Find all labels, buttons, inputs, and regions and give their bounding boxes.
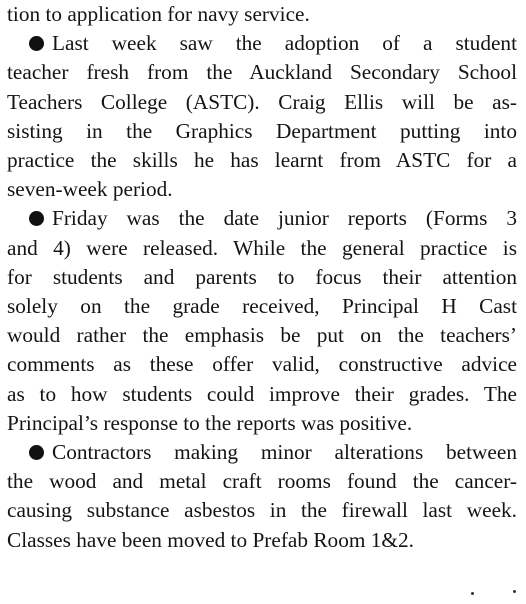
paragraph-student-teacher	[7, 29, 517, 204]
text-line: tion to application for navy service.	[7, 2, 310, 26]
text-line: the wood and metal craft rooms found the cancer-	[7, 469, 517, 494]
text-line: Principal’s response to the reports was positive.	[7, 410, 413, 435]
text-line: for students and parents to focus their attention	[7, 264, 517, 289]
paragraph-continuation	[7, 0, 517, 29]
text-line-first	[7, 29, 517, 58]
text-line: causing substance asbestos in the firewall last week.	[7, 498, 517, 523]
print-speck	[471, 592, 474, 595]
bullet-icon	[29, 36, 44, 51]
text-line: sisting in the Graphics Department putting into	[7, 118, 517, 143]
text-line: comments as these offer valid, constructive advice	[7, 352, 517, 377]
text-line-content: Last week saw the adoption of a student	[52, 31, 517, 56]
text-line: as to how students could improve their grades. The	[7, 381, 517, 406]
bullet-icon	[29, 211, 44, 226]
text-line: seven-week period.	[7, 177, 173, 202]
text-line-first	[7, 204, 517, 233]
text-line: Teachers College (ASTC). Craig Ellis will be as-	[7, 89, 517, 114]
paragraph-asbestos	[7, 438, 517, 555]
text-line: teacher fresh from the Auckland Secondary School	[7, 60, 517, 85]
text-line: solely on the grade received, Principal H Cast	[7, 294, 517, 319]
newspaper-column	[7, 0, 517, 555]
text-line: would rather the emphasis be put on the teachers’	[7, 323, 517, 348]
text-line-content: Contractors making minor alterations between	[52, 440, 517, 465]
text-line-content: Friday was the date junior reports (Forms 3	[52, 206, 517, 231]
text-line-first	[7, 438, 517, 467]
text-line: and 4) were released. While the general practice is	[7, 235, 517, 260]
bullet-icon	[29, 445, 44, 460]
text-line: practice the skills he has learnt from ASTC for a	[7, 148, 517, 173]
text-line: Classes have been moved to Prefab Room 1&2.	[7, 527, 414, 552]
print-speck	[513, 590, 516, 593]
paragraph-junior-reports	[7, 204, 517, 438]
